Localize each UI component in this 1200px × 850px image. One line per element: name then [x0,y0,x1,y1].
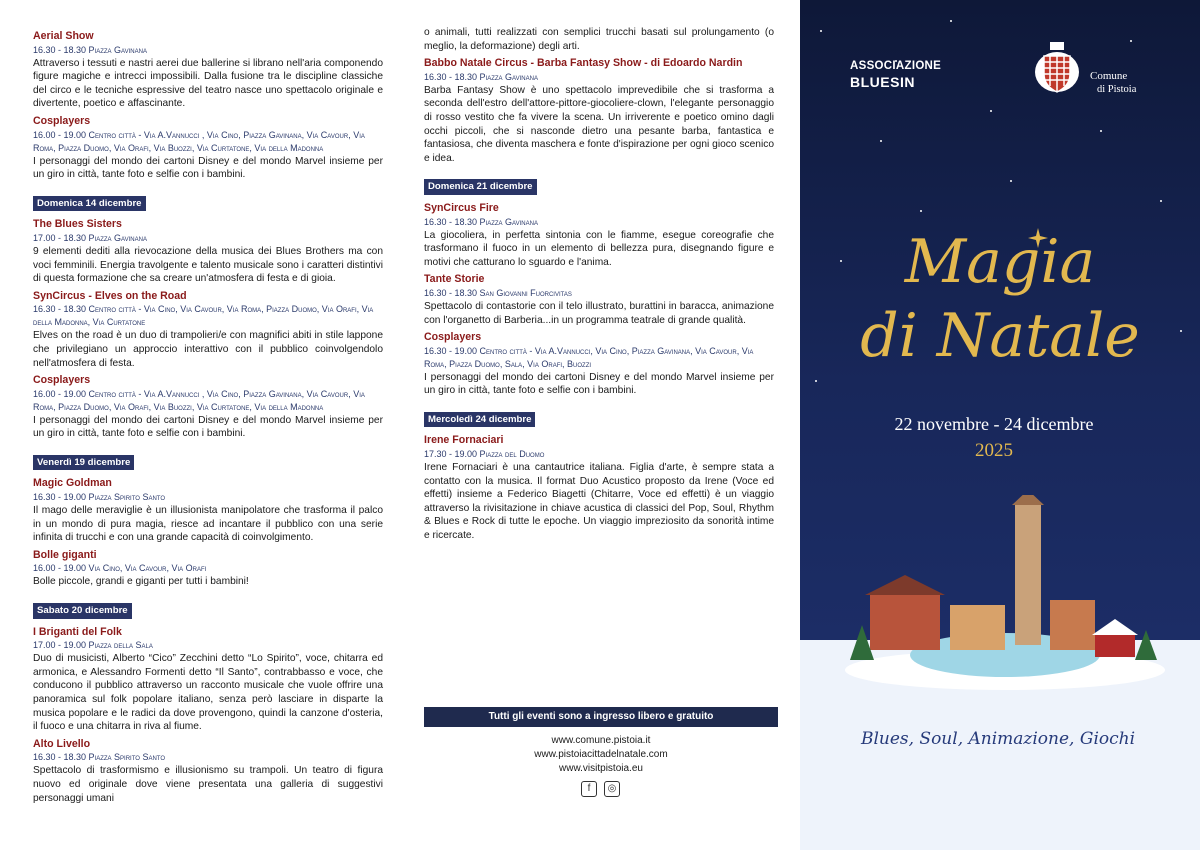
event-item [33,290,383,370]
event-title: Irene Fornaciari [424,434,504,447]
left-column [33,26,383,805]
event-item [33,549,383,589]
link-visitpistoia[interactable]: www.visitpistoia.eu [559,763,643,774]
event-description: I personaggi del mondo dei cartoni Disney e del mondo Marvel insieme per un giro in città, tante foto e selfie con i bambini. [33,414,383,440]
cover-title-line2: di Natale [860,301,1140,371]
event-description: Il mago delle meraviglie è un illusionista manipolatore che trasforma il palco in un mondo di pura magia, riesce ad incantare il pubblico con una serie infinita di trucchi e con una grande capacità di coinvolgimento. [33,505,383,544]
day-header: Domenica 14 dicembre [33,196,146,212]
event-description: Spettacolo di trasformismo e illusionismo su trampoli. Un teatro di figura nuovo ed originale dove viene presentata una galleria di suggestivi personaggi umani [33,765,383,804]
day-header: Venerdì 19 dicembre [33,455,134,471]
event-description: I personaggi del mondo dei cartoni Disney e del mondo Marvel insieme per un giro in città, tante foto e selfie con i bambini. [33,155,383,181]
cover-title-line1: Magia [904,227,1096,297]
pistoia-coat-of-arms-icon [1032,40,1082,98]
website-links [424,734,778,776]
event-title: SynCircus Fire [424,201,499,214]
event-item [424,434,774,542]
event-time-place: 16.30 - 18.30 San Giovanni Fuorcivitas [424,287,572,298]
event-title: Cosplayers [33,114,91,127]
event-item [33,738,383,805]
event-title: Magic Goldman [33,477,112,490]
event-description: Irene Fornaciari è una cantautrice italiana. Figlia d'arte, è sempre stata a contatto con la musica. Il format Duo Acustico proposto da Irene (Voce ed effetti) insieme a Federico Biagetti (Chitarre, Voce ed effetti) è un viaggio attraverso la rivisitazione in chiave acustica di classici del Pop, Soul, Rhythm & Blues e Rock di tutte le epoche. Un viaggio impreziosito da sonorità intime e ricercate. [424,462,774,542]
event-item [33,218,383,285]
event-title: Bolle giganti [33,548,97,561]
cover-tagline: Blues, Soul, Animazione, Giochi [860,729,1136,749]
event-description: Elves on the road è un duo di trampolieri/e con magnifici abiti in stile lappone che privilegiano un approccio interattivo con il pubblico coinvolgendolo nell'atmosfera di festa. [33,330,383,369]
day-header: Sabato 20 dicembre [33,603,132,619]
event-time-place: 16.30 - 19.00 Piazza Spirito Santo [33,492,166,503]
event-item [424,57,774,165]
cover-dates: 22 novembre - 24 dicembre [894,414,1094,434]
event-description: o animali, tutti realizzati con semplici trucchi basati sul prolungamento (o meglio, la deformazione) degli arti. [424,27,774,52]
event-description: Duo di musicisti, Alberto “Cico” Zecchini detto “Lo Spirito”, voce, chitarra ed armonica, e Alessandro Formenti detto “Il Santo”, contrabbasso e voce, che conducono il pubblico attraverso un racconto musicale che vuole offrire una panoramica sul folk popolare italiano, senza però lasciare in disparte la musica popolare e le radici da dove provengono, quindi la canzone d'osteria, il fuoco e una chitarra in riva al fiume. [33,653,383,733]
instagram-icon[interactable]: ◎ [604,781,620,797]
event-title: Babbo Natale Circus - Barba Fantasy Show - di Edoardo Nardin [424,57,743,70]
event-time-place: 17.30 - 19.00 Piazza del Duomo [424,449,545,460]
event-time-place: 16.30 - 18.30 Piazza Gavinana [424,216,538,227]
link-pistoiacittadelnatale[interactable]: www.pistoiacittadelnatale.com [534,749,668,760]
event-title: Aerial Show [33,30,94,42]
event-time-place: 16.30 - 19.00 Centro città - Via A.Vannucci, Via Cino, Piazza Gavinana, Via Cavour, Via Roma, Piazza Duomo, Sala, Via Orafi, Buozzi [424,345,754,369]
middle-column [424,26,774,543]
event-item [33,30,383,111]
event-description: 9 elementi dediti alla rievocazione della musica dei Blues Brothers ma con voci femminili. Energia travolgente e talento musicale sono i caratteri distintivi di questa formazione che sa creare un'atmosfera di festa e di gioia. [33,245,383,285]
free-entry-banner: Tutti gli eventi sono a ingresso libero e gratuito [424,707,778,727]
event-description: Bolle piccole, grandi e giganti per tutti i bambini! [33,576,249,588]
christmas-village-illustration [840,495,1170,695]
event-title: Cosplayers [424,331,482,344]
bluesin-logo-top: ASSOCIAZIONE [850,60,942,72]
event-description: La giocoliera, in perfetta sintonia con le fiamme, esegue coreografie che trasformano il fuoco in un elemento di bellezza pura, disegnando figure e motivi che catturano lo sguardo e l'anima. [424,229,774,268]
event-time-place: 16.30 - 18.30 Piazza Gavinana [424,71,538,82]
day-header: Domenica 21 dicembre [424,179,537,195]
facebook-icon[interactable]: f [581,781,597,797]
event-time-place: 16.00 - 19.00 Via Cino, Via Cavour, Via Orafi [33,563,207,574]
event-time-place: 16.30 - 18.30 Piazza Spirito Santo [33,752,166,763]
event-title: Tante Storie [424,273,485,286]
event-item [33,626,383,734]
event-title: The Blues Sisters [33,218,122,231]
event-description: Spettacolo di contastorie con il telo illustrato, burattini in baracca, animazione con l'organetto di Barberia...in un programma teatrale di grande qualità. [424,300,774,326]
event-description: Attraverso i tessuti e nastri aerei due ballerine si librano nell'aria componendo figure magiche e intrecci impossibili. Dalla fusione tra le discipline classiche del circo e le tecniche espressive del teatro nasce uno spettacolo originale e divertente, poetico e affascinante. [33,57,383,110]
event-item [424,273,774,327]
event-title: I Briganti del Folk [33,625,122,638]
cover-year: 2025 [975,440,1013,461]
event-item [33,374,383,441]
event-description: Barba Fantasy Show è uno spettacolo imprevedibile che si trasforma a seconda dell'estro dell'attore-pittore-giocoliere-clown, l'elegante personaggio di rosso vestito che fa vivere la scena. Un irriverente e poetico omino dagli occhi piccoli, che si nasconde dietro una pesante barba, fantastica e fantasiosa, che diventa maschera e fonte d'ispirazione per ogni gioco scenico e idea. [424,84,774,164]
event-time-place: 16.00 - 19.00 Centro città - Via A.Vannucci , Via Cino, Piazza Gavinana, Via Cavour, Via Roma, Piazza Duomo, Via Orafi, Via Buozzi, Via Curtatone, Via della Madonna [33,129,365,153]
event-description: I personaggi del mondo dei cartoni Disney e del mondo Marvel insieme per un giro in città, tante foto e selfie con i bambini. [424,371,774,397]
event-time-place: 16.30 - 18.30 Piazza Gavinana [33,44,147,55]
comune-city: di Pistoia [1097,84,1137,95]
event-time-place: 16.30 - 18.30 Centro città - Via Cino, Via Cavour, Via Roma, Piazza Duomo, Via Orafi, Via della Madonna, Via Curtatone [33,304,374,328]
comune-label: Comune [1090,70,1128,82]
event-item [33,115,383,182]
event-time-place: 16.00 - 19.00 Centro città - Via A.Vannucci , Via Cino, Piazza Gavinana, Via Cavour, Via Roma, Piazza Duomo, Via Orafi, Via Buozzi, Via Curtatone, Via della Madonna [33,388,365,412]
event-title: Cosplayers [33,374,91,387]
event-item [424,202,774,269]
bluesin-logo-bottom: BLUESIN [850,74,915,90]
link-comune[interactable]: www.comune.pistoia.it [551,735,651,746]
event-title: Alto Livello [33,737,91,750]
event-time-place: 17.00 - 18.30 Piazza Gavinana [33,232,147,243]
event-time-place: 17.00 - 19.00 Piazza della Sala [33,640,153,651]
event-item [424,331,774,398]
day-header: Mercoledì 24 dicembre [424,412,535,428]
event-title: SynCircus - Elves on the Road [33,289,187,302]
event-item [33,477,383,544]
